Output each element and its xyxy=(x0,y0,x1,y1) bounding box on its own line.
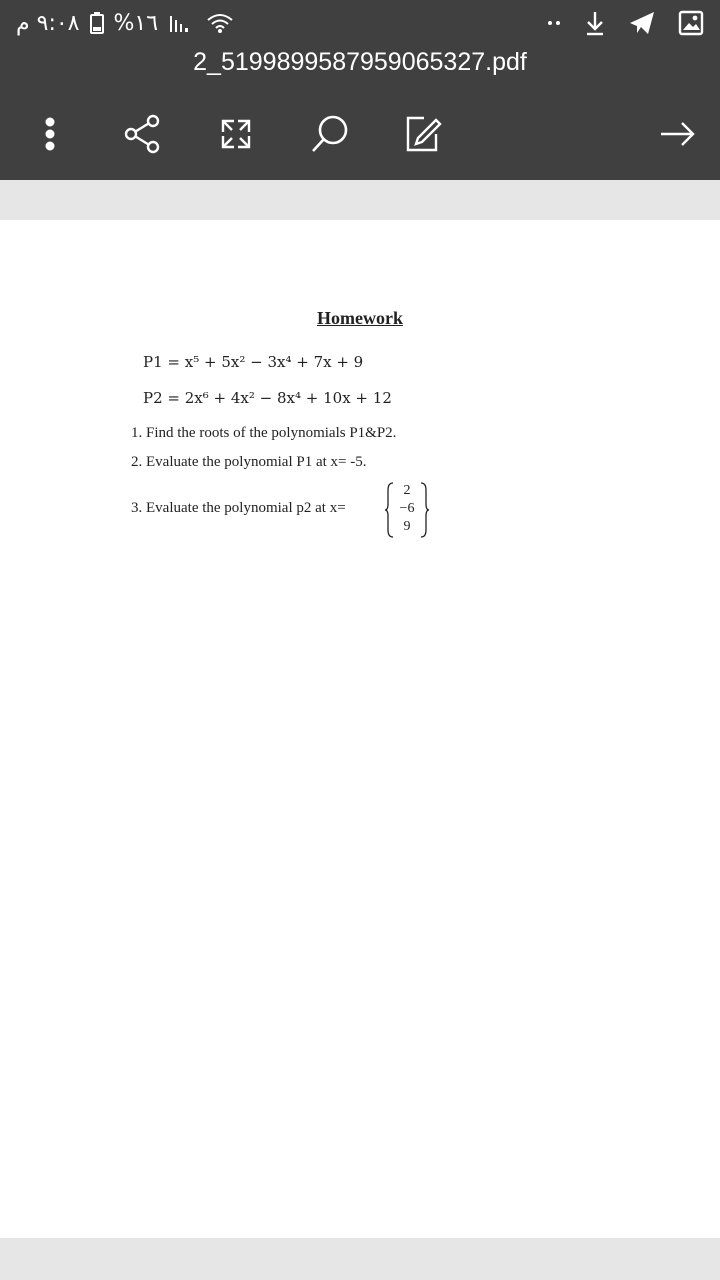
document-title: Homework xyxy=(317,308,403,328)
pdf-toolbar xyxy=(0,104,720,164)
pdf-page xyxy=(0,220,720,1238)
more-vertical-icon xyxy=(44,117,56,151)
app-header xyxy=(0,0,720,180)
p2-expression: = 2x⁶ + 4x² − 8x⁴ + 10x + 12 xyxy=(167,389,392,407)
edit-button[interactable] xyxy=(398,110,446,158)
wifi-icon xyxy=(206,12,234,34)
task-3: 3. Evaluate the polynomial p2 at x= xyxy=(131,500,346,516)
page-gap-bottom xyxy=(0,1238,720,1280)
status-time: ٩:٠٨ م xyxy=(16,10,80,36)
task-2: 2. Evaluate the polynomial P1 at x= -5. xyxy=(131,454,367,470)
search-icon xyxy=(309,113,351,155)
expand-icon xyxy=(218,116,254,152)
more-notifications-icon xyxy=(546,18,562,28)
share-icon xyxy=(122,114,162,154)
file-name-title: 2_5199899587959065327.pdf xyxy=(193,48,527,76)
equation-p1 xyxy=(143,353,363,371)
vector-x xyxy=(384,482,430,538)
task-1: 1. Find the roots of the polynomials P1&P2. xyxy=(131,425,397,441)
p1-expression: = x⁵ + 5x² − 3x⁴ + 7x + 9 xyxy=(167,353,364,371)
vector-value-1: 2 xyxy=(403,483,411,498)
more-options-button[interactable] xyxy=(26,110,74,158)
download-icon xyxy=(584,10,606,36)
share-button[interactable] xyxy=(118,110,166,158)
fullscreen-button[interactable] xyxy=(212,110,260,158)
edit-icon xyxy=(402,114,442,154)
battery-icon xyxy=(90,12,104,34)
signal-icon xyxy=(168,12,196,34)
telegram-icon xyxy=(628,10,656,36)
gallery-icon xyxy=(678,10,704,36)
search-button[interactable] xyxy=(306,110,354,158)
next-button[interactable] xyxy=(654,110,702,158)
battery-level: %١٦ xyxy=(113,10,159,36)
vector-value-3: 9 xyxy=(403,519,411,534)
equation-p2 xyxy=(143,389,392,407)
arrow-right-icon xyxy=(658,119,698,149)
p1-label: P1 xyxy=(143,353,163,371)
page-gap-top xyxy=(0,180,720,220)
vector-value-2: −6 xyxy=(399,501,415,516)
p2-label: P2 xyxy=(143,389,163,407)
status-bar xyxy=(0,0,720,46)
